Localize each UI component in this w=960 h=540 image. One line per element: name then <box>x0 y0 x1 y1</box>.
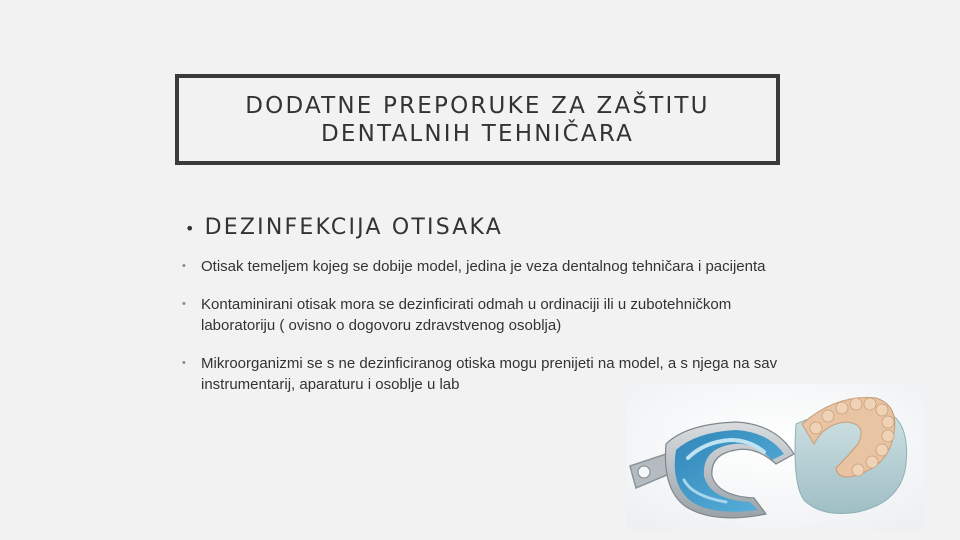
list-bullet: • <box>182 298 186 310</box>
title-line-2: DENTALNIH TEHNIČARA <box>320 120 635 147</box>
list-item-text: Mikroorganizmi se s ne dezinficiranog otiska mogu prenijeti na model, a s njega na sav instrumentarij, aparaturu i osoblje u lab <box>201 355 778 393</box>
dental-impression-photo <box>626 384 924 530</box>
list-item <box>182 256 782 277</box>
list-bullet: • <box>182 357 186 369</box>
title-line-1: DODATNE PREPORUKE ZA ZAŠTITU <box>245 92 710 119</box>
list-item <box>182 294 782 336</box>
heading-bullet: • <box>185 218 197 238</box>
dental-impression-illustration <box>626 384 924 530</box>
section-heading <box>185 215 503 240</box>
heading-text: DEZINFEKCIJA OTISAKA <box>204 215 504 240</box>
list-bullet: • <box>182 260 186 272</box>
title-box <box>175 74 780 165</box>
list-item-text: Otisak temeljem kojeg se dobije model, jedina je veza dentalnog tehničara i pacijenta <box>201 258 766 275</box>
list-item-text: Kontaminirani otisak mora se dezinficirati odmah u ordinaciji ili u zubotehničkom laboratoriju ( ovisno o dogovoru zdravstvenog osoblja) <box>201 296 732 334</box>
